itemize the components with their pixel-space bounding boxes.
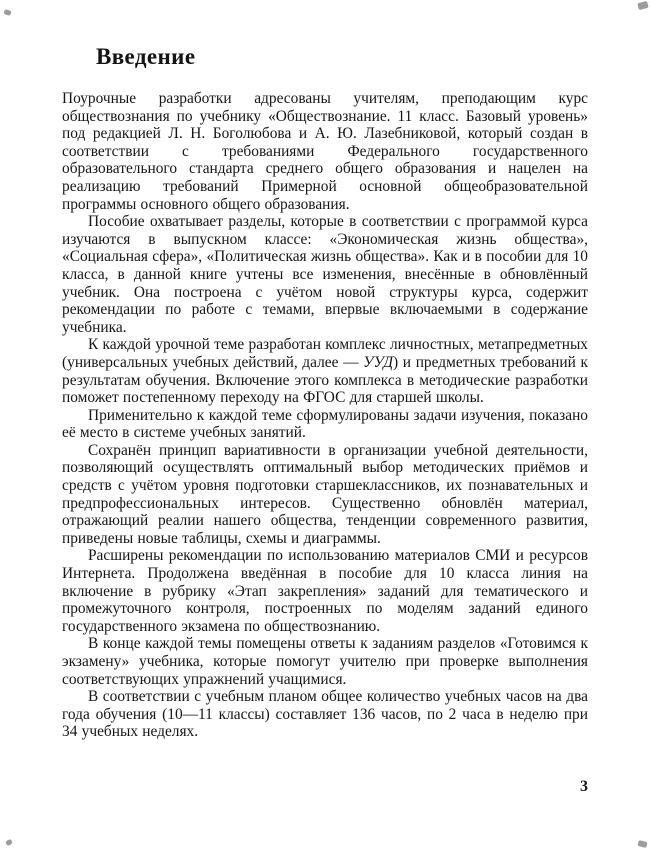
text-segment: В соответствии с учебным планом общее количество учебных часов на два года обучения (10—11 классы) составляет 136 часов, по 2 часа в неделю при 34 учебных неделях. bbox=[62, 688, 588, 741]
scan-artifact-bottom-left bbox=[5, 839, 13, 846]
page-number: 3 bbox=[580, 778, 588, 795]
text-segment: Расширены рекомендации по использованию материалов СМИ и ресурсов Интернета. Продолжена введённая в пособие для 10 класса линия на включение в рубрику «Этап закрепления» заданий для тематического и промежуточного контроля, построенных по моделям заданий единого государственного экзамена по обществознанию. bbox=[62, 547, 588, 635]
scan-artifact-top-right bbox=[637, 1, 648, 10]
text-segment: К каждой урочной теме разработан комплекс личностных, метапредметных (универсальных учебных действий, далее — bbox=[62, 336, 588, 371]
paragraph bbox=[62, 213, 588, 336]
paragraph bbox=[62, 336, 588, 406]
scan-artifact-bottom-right bbox=[637, 840, 647, 848]
body-text bbox=[62, 90, 588, 741]
paragraph bbox=[62, 547, 588, 635]
italic-text: УУД bbox=[363, 353, 394, 371]
paragraph bbox=[62, 688, 588, 741]
page-content bbox=[62, 44, 588, 741]
scan-artifact-top-left bbox=[3, 9, 11, 16]
paragraph bbox=[62, 635, 588, 688]
text-segment: В конце каждой темы помещены ответы к заданиям разделов «Готовимся к экзамену» учебника, которые помогут учителю при проверке выполнения соответствующих упражнений учащимися. bbox=[62, 635, 588, 688]
text-segment: ) и предметных требований к результатам обучения. Включение этого комплекса в методические разработки поможет постепенному переходу на ФГОС для старшей школы. bbox=[62, 353, 588, 407]
text-segment: Сохранён принцип вариативности в организации учебной деятельности, позволяющий осуществлять оптимальный выбор методических приёмов и средств с учётом уровня подготовки старшеклассников, их познавательных и предпрофессиональных интересов. Существенно обновлён материал, отражающий реалии нашего общества, тенденции современного развития, приведены новые таблицы, схемы и диаграммы. bbox=[62, 441, 588, 547]
paragraph bbox=[62, 442, 588, 548]
text-segment: Пособие охватывает разделы, которые в соответствии с программой курса изучаются в выпускном классе: «Экономическая жизнь общества», «Социальная сфера», «Политическая жизнь общества». Как и в пособии для 10 класса, в данной книге учтены все изменения, внесённые в обновлённый учебник. Она построена с учётом новой структуры курса, содержит рекомендации по работе с темами, впервые включаемыми в содержание учебника. bbox=[62, 213, 588, 336]
paragraph bbox=[62, 90, 588, 213]
page-title: Введение bbox=[96, 44, 196, 69]
text-segment: Поурочные разработки адресованы учителям, преподающим курс обществознания по учебнику «Обществознание. 11 класс. Базовый уровень» под редакцией Л. Н. Боголюбова и А. Ю. Лазебниковой, который создан в соответствии с требованиями Федерального государственного образовательного стандарта среднего общего образования и нацелен на реализацию требований Примерной основной общеобразовательной программы основного общего образования. bbox=[62, 90, 588, 213]
paragraph bbox=[62, 407, 588, 442]
text-segment: Применительно к каждой теме сформулированы задачи изучения, показано её место в системе учебных занятий. bbox=[62, 406, 588, 442]
